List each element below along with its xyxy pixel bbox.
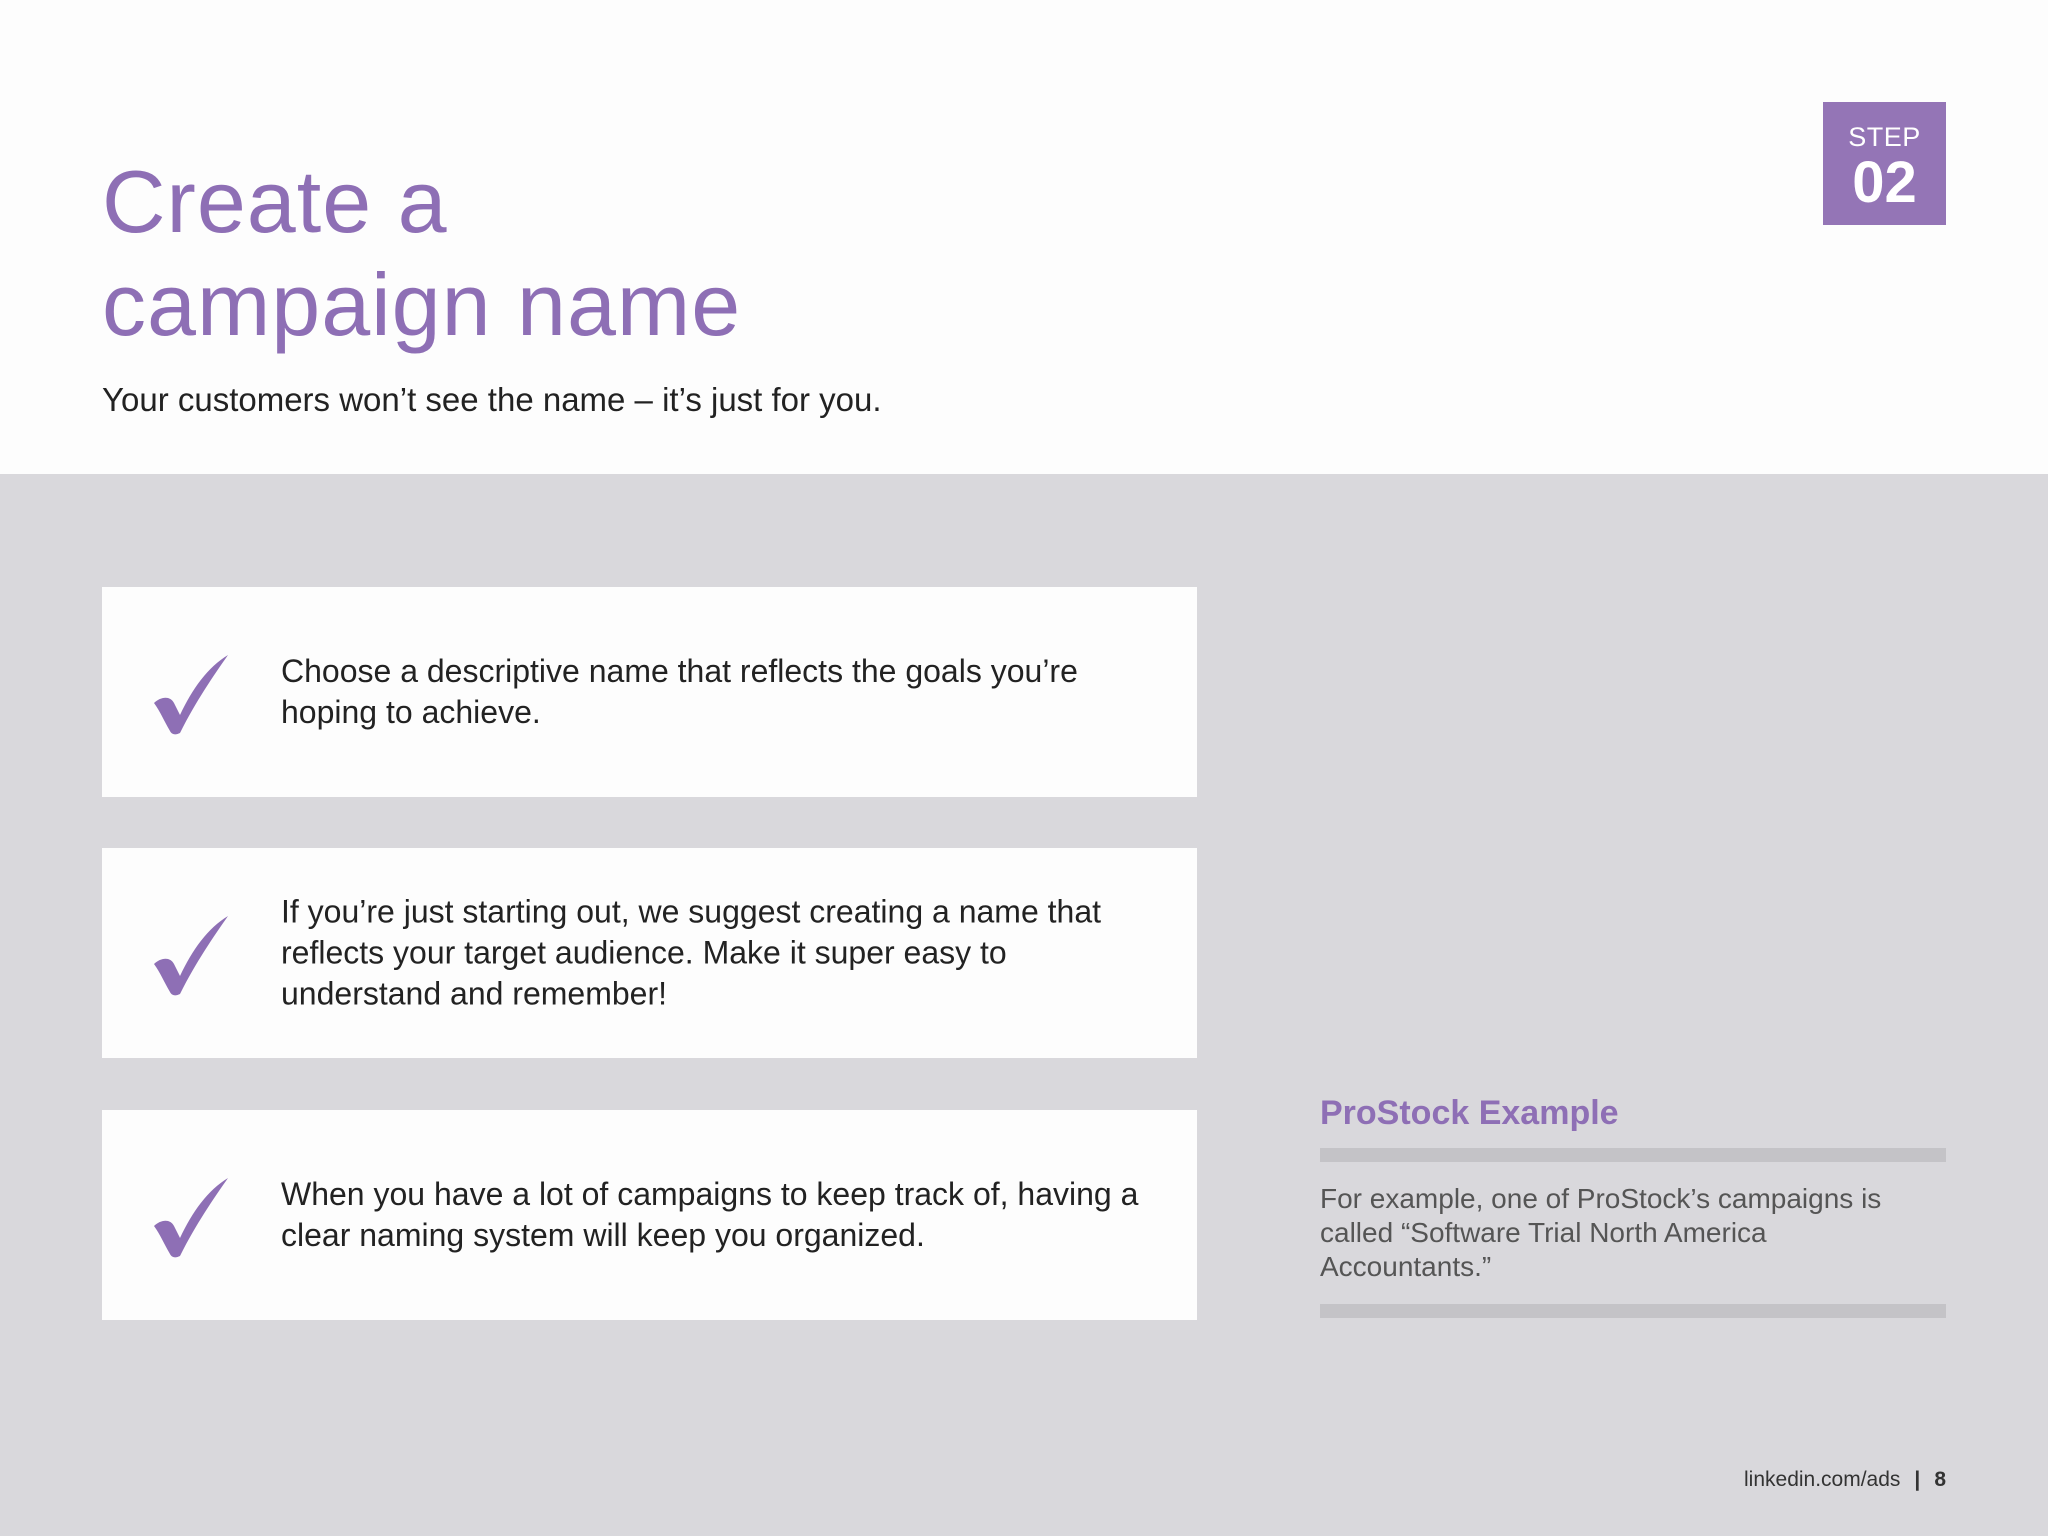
step-number: 02: [1852, 150, 1917, 215]
example-heading: ProStock Example: [1320, 1094, 1619, 1132]
tip-text: When you have a lot of campaigns to keep track of, having a clear naming system will keep you organized.: [281, 1176, 1139, 1253]
page-title-line-1: Create a: [102, 152, 448, 251]
page-footer: [1744, 1467, 1946, 1493]
step-label: STEP: [1848, 122, 1921, 152]
tip-card: [102, 848, 1197, 1058]
tip-text: Choose a descriptive name that reflects the goals you’re hoping to achieve.: [281, 653, 1078, 730]
example-top-rule: [1320, 1148, 1946, 1162]
tip-card: [102, 587, 1197, 797]
checkmark-icon: [150, 653, 230, 737]
page-title-line-2: campaign name: [102, 255, 742, 354]
example-bottom-rule: [1320, 1304, 1946, 1318]
page-subtitle: Your customers won’t see the name – it’s just for you.: [102, 381, 882, 418]
step-badge: [1823, 102, 1946, 225]
page-title: [102, 150, 741, 356]
checkmark-icon: [150, 914, 230, 998]
footer-url: linkedin.com/ads: [1744, 1468, 1901, 1491]
example-text: For example, one of ProStock’s campaigns is called “Software Trial North America Accountants.”: [1320, 1183, 1882, 1282]
tip-text: If you’re just starting out, we suggest creating a name that reflects your target audience. Make it super easy to understand and remember!: [281, 893, 1101, 1012]
tip-card: [102, 1110, 1197, 1320]
page-number: 8: [1934, 1468, 1946, 1491]
footer-separator: |: [1914, 1468, 1921, 1491]
checkmark-icon: [150, 1176, 230, 1260]
